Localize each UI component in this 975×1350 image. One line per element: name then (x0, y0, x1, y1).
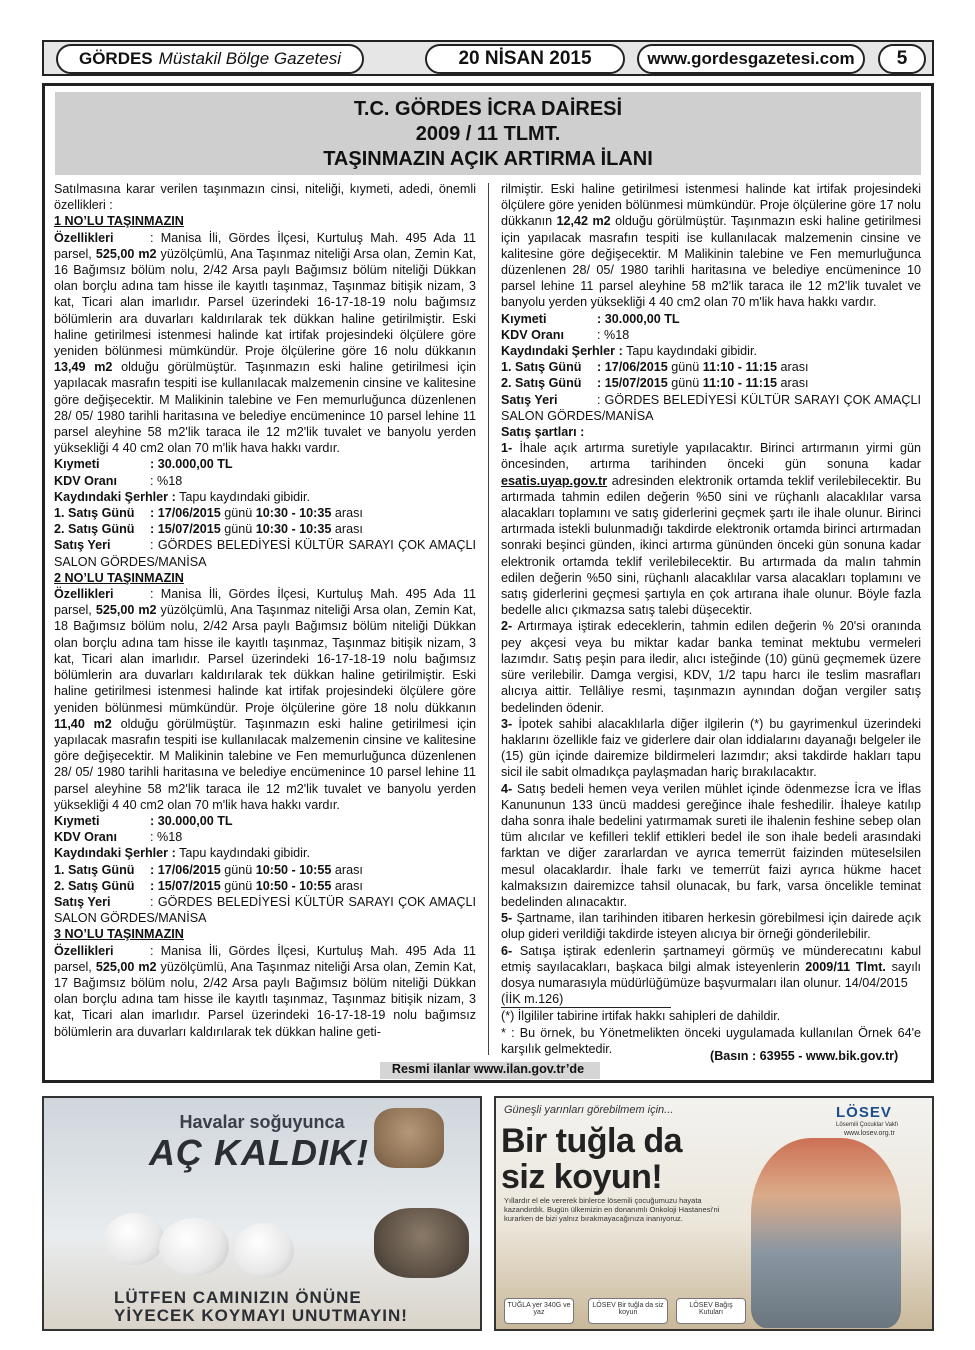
dog-icon (374, 1108, 444, 1168)
notice-title (55, 92, 921, 175)
donation-box-1: TUĞLA yer 340G ve yaz (504, 1298, 574, 1324)
donation-box-2: LÖSEV Bir tuğla da siz koyun (588, 1298, 668, 1324)
conditions-title: Satış şartları : (501, 425, 585, 440)
ad-right-tagline: Güneşli yarınları görebilmem için... (504, 1104, 674, 1116)
property-2-kdv: KDV Oranı : %18 (54, 830, 183, 845)
losev-logo-sub: Lösemili Çocuklar Vakfı (836, 1122, 899, 1128)
footnote-2: * : Bu örnek, bu Yönetmelikten önceki uygulamada kullanılan Örnek 64'e karşılık gelmektedir. (501, 1025, 921, 1056)
losev-logo: LÖSEV (836, 1104, 892, 1121)
property-3-value: Kıymeti : 30.000,00 TL (501, 311, 680, 326)
title-line-2: 2009 / 11 TLMT. (415, 123, 561, 145)
column-divider (488, 183, 489, 1055)
law-reference: (İİK m.126) (501, 991, 921, 1008)
property-2-registry: Kaydındaki Şerhler : Tapu kaydındaki gibidir. (54, 846, 310, 861)
ad-left-footer-2: YİYECEK KOYMAYI UNUTMAYIN! (114, 1306, 408, 1325)
bird-icon (159, 1218, 229, 1276)
condition-5: 5- Şartname, ilan tarihinden itibaren herkesin görebilmesi için dairede açık olup gideri verildiği takdirde isteyen alıcıya bir örneği gönderilebilir. (501, 911, 921, 942)
property-2-place: Satış Yeri : GÖRDES BELEDİYESİ KÜLTÜR SARAYI ÇOK AMAÇLI SALON GÖRDES/MANİSA (54, 894, 476, 926)
property-1-sale-1: 1. Satış Günü : 17/06/2015 günü 10:30 - 10:35 arası (54, 506, 363, 521)
ad-left-line-2: AÇ KALDIK! (149, 1132, 369, 1173)
title-line-3: TAŞINMAZIN AÇIK ARTIRMA İLANI (323, 148, 653, 170)
property-3-heading: 3 NO’LU TAŞINMAZIN (54, 927, 184, 942)
condition-2: 2- Artırmaya iştirak edeceklerin, tahmin edilen değerin % 20'si oranında pey akçesi veya bu miktar kadar banka teminat mektubu vermeleri lazımdır. Satış peşin para iledir, alıcı isteğinde (10) günü geçmemek üzere süre verilebilir. Damga vergisi, KDV, 1/2 tapu harcı ile teslim masrafları alıcıya aittir. Tellâliye resmi, taşınmazın aynından doğan vergiler satış bedelinden ödenir. (501, 619, 921, 715)
property-1-heading: 1 NO’LU TAŞINMAZIN (54, 214, 184, 229)
page-number: 5 (878, 44, 926, 74)
property-3-sale-1: 1. Satış Günü : 17/06/2015 günü 11:10 - 11:15 arası (501, 360, 809, 375)
paper-name-italic: Müstakil Bölge Gazetesi (158, 49, 342, 68)
property-1-sale-2: 2. Satış Günü : 15/07/2015 günü 10:30 - 10:35 arası (54, 522, 363, 537)
condition-4: 4- Satış bedeli hemen veya verilen mühlet içinde ödenmezse İcra ve İflas Kanununun 133 üncü maddesi gereğince ihale feshedilir. İhaleye katılıp daha sonra ihale bedelini yatırmamak sureti ile ihalenin feshine sebep olan tüm alıcılar ve kefilleri teklif ettikleri bedel ile son ihale bedeli arasındaki farktan ve diğer zararlardan ve ayrıca temerrüt faizinden müteselsilen mesul olacaklardır. İhale farkı ve temerrüt faizi ayrıca hükme hacet kalmaksızın dairemizce tahsil olunacak, bu fark, varsa öncelikle teminat bedelinden alınacaktır. (501, 781, 922, 909)
property-1-features: Özellikleri : Manisa İli, Gördes İlçesi, Kurtuluş Mah. 495 Ada 11 parsel, 525,00 m2 yüzölçümlü, Ana Taşınmaz niteliği Arsa olan, Zemin Kat, 16 Bağımsız bölüm nolu, 2/42 Arsa paylı Bağımsız bölüm niteliği Dükkan olan borçlu adına tam hisse ile kayıtlı taşınmaz, Taşınmaz bitişik nizam, 3 kat, Ticari alan imarlıdır. Parsel üzerindeki 16-17-18-19 nolu bağımsız bölümlerin ara duvarları kaldırılarak tek dükkan haline getirilmiştir. Eski haline getirilmesi istenmesi halinde kat irtifak projesindeki ölçülere göre yeniden bölünmesi mümkündür. Proje ölçülerine göre 16 nolu dükkanın 13,49 m2 olduğu görülmüştür. Taşınmazın eski haline getirilmesi için yapılacak masrafın tespiti ise kullanılacak malzemenin cinsine ve kalitesine göre değişecektir. M Malikinin talebine ve Fen memurluğunca düzenlenen 28/ 05/ 1980 tarihli haritasına ve belediye encümenince 10 parsel lehine 11 parsel aleyhine 58 m2'lik taraca ile 12 m2'lik tuvalet ve banyolu yerden yüksekliği 4 40 cm2 olan 70 m'lik hava hakkı vardır. (54, 230, 477, 456)
property-3-registry: Kaydındaki Şerhler : Tapu kaydındaki gibidir. (501, 344, 757, 359)
title-line-1: T.C. GÖRDES İCRA DAİRESİ (353, 98, 623, 120)
property-3-features: Özellikleri : Manisa İli, Gördes İlçesi, Kurtuluş Mah. 495 Ada 11 parsel, 525,00 m2 yüzölçümlü, Ana Taşınmaz niteliği Arsa olan, Zemin Kat, 17 Bağımsız bölüm nolu, 2/42 Arsa paylı Bağımsız bölüm niteliği Dükkan olan borçlu adına tam hisse ile kayıtlı taşınmaz, Taşınmaz bitişik nizam, 3 kat, Ticari alan imarlıdır. Parsel üzerindeki 16-17-18-19 nolu bağımsız bölümlerin ara duvarları kaldırılarak tek dükkan haline geti- (54, 943, 476, 1039)
birds-feeding-ad[interactable] (42, 1096, 482, 1331)
issue-date: 20 NİSAN 2015 (425, 44, 625, 74)
property-3-kdv: KDV Oranı : %18 (501, 327, 630, 342)
condition-3: 3- İpotek sahibi alacaklılarla diğer ilgilerin (*) bu gayrimenkul üzerindeki haklarını özellikle faiz ve giderlere dair olan iddialarını dayanağı belgeler ile (15) gün içinde dairemize bildirmeleri lazımdır; aksi takdirde hakları tapu sicil ile sabit olmadıkça paylaşmadan hariç bırakılacaktır. (501, 716, 922, 780)
property-2-sale-1: 1. Satış Günü : 17/06/2015 günü 10:50 - 10:55 arası (54, 862, 363, 877)
losev-ad[interactable] (494, 1096, 934, 1331)
property-3-sale-2: 2. Satış Günü : 15/07/2015 günü 11:10 - 11:15 arası (501, 376, 809, 391)
property-3-features-cont: rilmiştir. Eski haline getirilmesi istenmesi halinde kat irtifak projesindeki ölçülere göre yeniden bölünmesi mümkündür. Proje ölçülerine göre 17 nolu dükkanın 12,42 m2 olduğu görülmüştür. Taşınmazın eski haline getirilmesi için yapılacak masrafın tespiti ise kullanılacak malzemenin cinsine ve kalitesine göre değişecektir. M Malikinin talebine ve Fen memurluğunca düzenlenen 28/ 05/ 1980 tarihli haritasına ve belediye encümenince 10 parsel lehine 11 parsel aleyhine 58 m2'lik taraca ile 12 m2'lik tuvalet ve banyolu yerden yüksekliği 4 40 cm2 olan 70 m'lik hava hakkı vardır. (501, 182, 922, 310)
ad-left-line-1: Havalar soğuyunca (179, 1112, 345, 1132)
paper-name (56, 44, 364, 74)
condition-1: 1- İhale açık artırma suretiyle yapılacaktır. Birinci artırmanın yirmi gün öncesinden, artırma tarihinden önceki gün sonuna kadar esatis.uyap.gov.tr adresinden elektronik ortamda teklif verilebilecektir. Bu artırmada tahmin edilen değerin %50 sini ve rüçhanlı alacaklılar varsa alacakları toplamını ve satış giderlerini geçmek şartı ile ihale olunur. Birinci artırmada istekli bulunmadığı takdirde elektronik ortamda birinci artırmadan sonraki beşinci günden, ikinci artırma gününden önceki gün sonuna kadar elektronik ortamda teklif verilebilecektir. Bu artırmada da malın tahmin edilen değerin %50 sini, rüçhanlı alacaklılar varsa alacakları toplamını ve satış giderlerini geçmesi şartıyla en çok artırana ihale olunur. Böyle fazla bedelle alıcı çıkmazsa satış talebi düşecektir. (501, 441, 922, 618)
bird-icon (234, 1223, 294, 1278)
official-notice-link[interactable]: Resmi ilanlar www.ilan.gov.tr’de (391, 1062, 585, 1076)
esatis-link[interactable]: esatis.uyap.gov.tr (501, 473, 608, 488)
paper-name-bold: GÖRDES (78, 49, 153, 68)
property-2-value: Kıymeti : 30.000,00 TL (54, 813, 233, 828)
property-1-kdv: KDV Oranı : %18 (54, 473, 183, 488)
property-1-value: Kıymeti : 30.000,00 TL (54, 457, 233, 472)
ad-right-headline-2: siz koyun! (501, 1158, 663, 1196)
cat-icon (374, 1208, 469, 1278)
right-column (501, 181, 921, 1057)
condition-6: 6- Satışa iştirak edenlerin şartnameyi görmüş ve münderecatını kabul etmiş sayılacakları, başkaca bilgi almak isteyenlerin 2009/11 Tlmt. sayılı dosya numarasıyla müdürlüğümüze başvurmaları ilan olunur. 14/04/2015 (501, 943, 922, 990)
ad-left-footer-1: LÜTFEN CAMINIZIN ÖNÜNE (114, 1288, 362, 1307)
property-2-features: Özellikleri : Manisa İli, Gördes İlçesi, Kurtuluş Mah. 495 Ada 11 parsel, 525,00 m2 yüzölçümlü, Ana Taşınmaz niteliği Arsa olan, Zemin Kat, 18 Bağımsız bölüm nolu, 2/42 Arsa paylı Bağımsız bölüm niteliği Dükkan olan borçlu adına tam hisse ile kayıtlı taşınmaz, Taşınmaz bitişik nizam, 3 kat, Ticari alan imarlıdır. Parsel üzerindeki 16-17-18-19 nolu bağımsız bölümlerin ara duvarları kaldırılarak tek dükkan haline getirilmiştir. Eski haline getirilmesi istenmesi halinde kat irtifak projesindeki ölçülere göre yeniden bölünmesi mümkündür. Proje ölçülerine göre 18 nolu dükkanın 11,40 m2 olduğu görülmüştür. Taşınmazın eski haline getirilmesi için yapılacak masrafın tespiti ise kullanılacak malzemenin cinsine ve kalitesine göre değişecektir. M Malikinin talebine ve Fen memurluğunca düzenlenen 28/ 05/ 1980 tarihli haritasına ve belediye encümenince 10 parsel lehine 11 parsel aleyhine 58 m2'lik taraca ile 12 m2'lik tuvalet ve banyolu yerden yüksekliği 4 40 cm2 olan 70 m'lik hava hakkı vardır. (54, 587, 476, 812)
press-reference: (Basın : 63955 - www.bik.gov.tr) (710, 1049, 899, 1063)
property-2-sale-2: 2. Satış Günü : 15/07/2015 günü 10:50 - 10:55 arası (54, 878, 363, 893)
ad-right-headline-1: Bir tuğla da (501, 1122, 683, 1160)
ad-right-body: Yıllardır el ele vererek binlerce lösemili çocuğumuzu hayata kazandırdık. Bugün ülkemizin en donanımlı Onkoloji Hastanesi'ni kurarken de bizi yalnız bırakmayacağınıza inanıyoruz. (504, 1196, 720, 1223)
donation-box-3: LÖSEV Bağış Kutuları (676, 1298, 746, 1324)
child-photo (751, 1138, 901, 1328)
property-2-heading: 2 NO’LU TAŞINMAZIN (54, 570, 184, 585)
website-link[interactable]: www.gordesgazetesi.com (637, 44, 865, 74)
property-3-place: Satış Yeri : GÖRDES BELEDİYESİ KÜLTÜR SARAYI ÇOK AMAÇLI SALON GÖRDES/MANİSA (501, 392, 921, 423)
footnote-1: (*) İlgililer tabirine irtifak hakkı sahipleri de dahildir. (501, 1009, 781, 1024)
property-1-registry: Kaydındaki Şerhler : Tapu kaydındaki gibidir. (54, 489, 310, 504)
property-1-place: Satış Yeri : GÖRDES BELEDİYESİ KÜLTÜR SARAYI ÇOK AMAÇLI SALON GÖRDES/MANİSA (54, 538, 476, 569)
left-column (54, 181, 476, 1040)
bird-icon (104, 1213, 164, 1265)
losev-url[interactable]: www.losev.org.tr (844, 1130, 895, 1137)
intro-text: Satılmasına karar verilen taşınmazın cinsi, niteliği, kıymeti, adedi, önemli özellikleri : (54, 182, 476, 213)
